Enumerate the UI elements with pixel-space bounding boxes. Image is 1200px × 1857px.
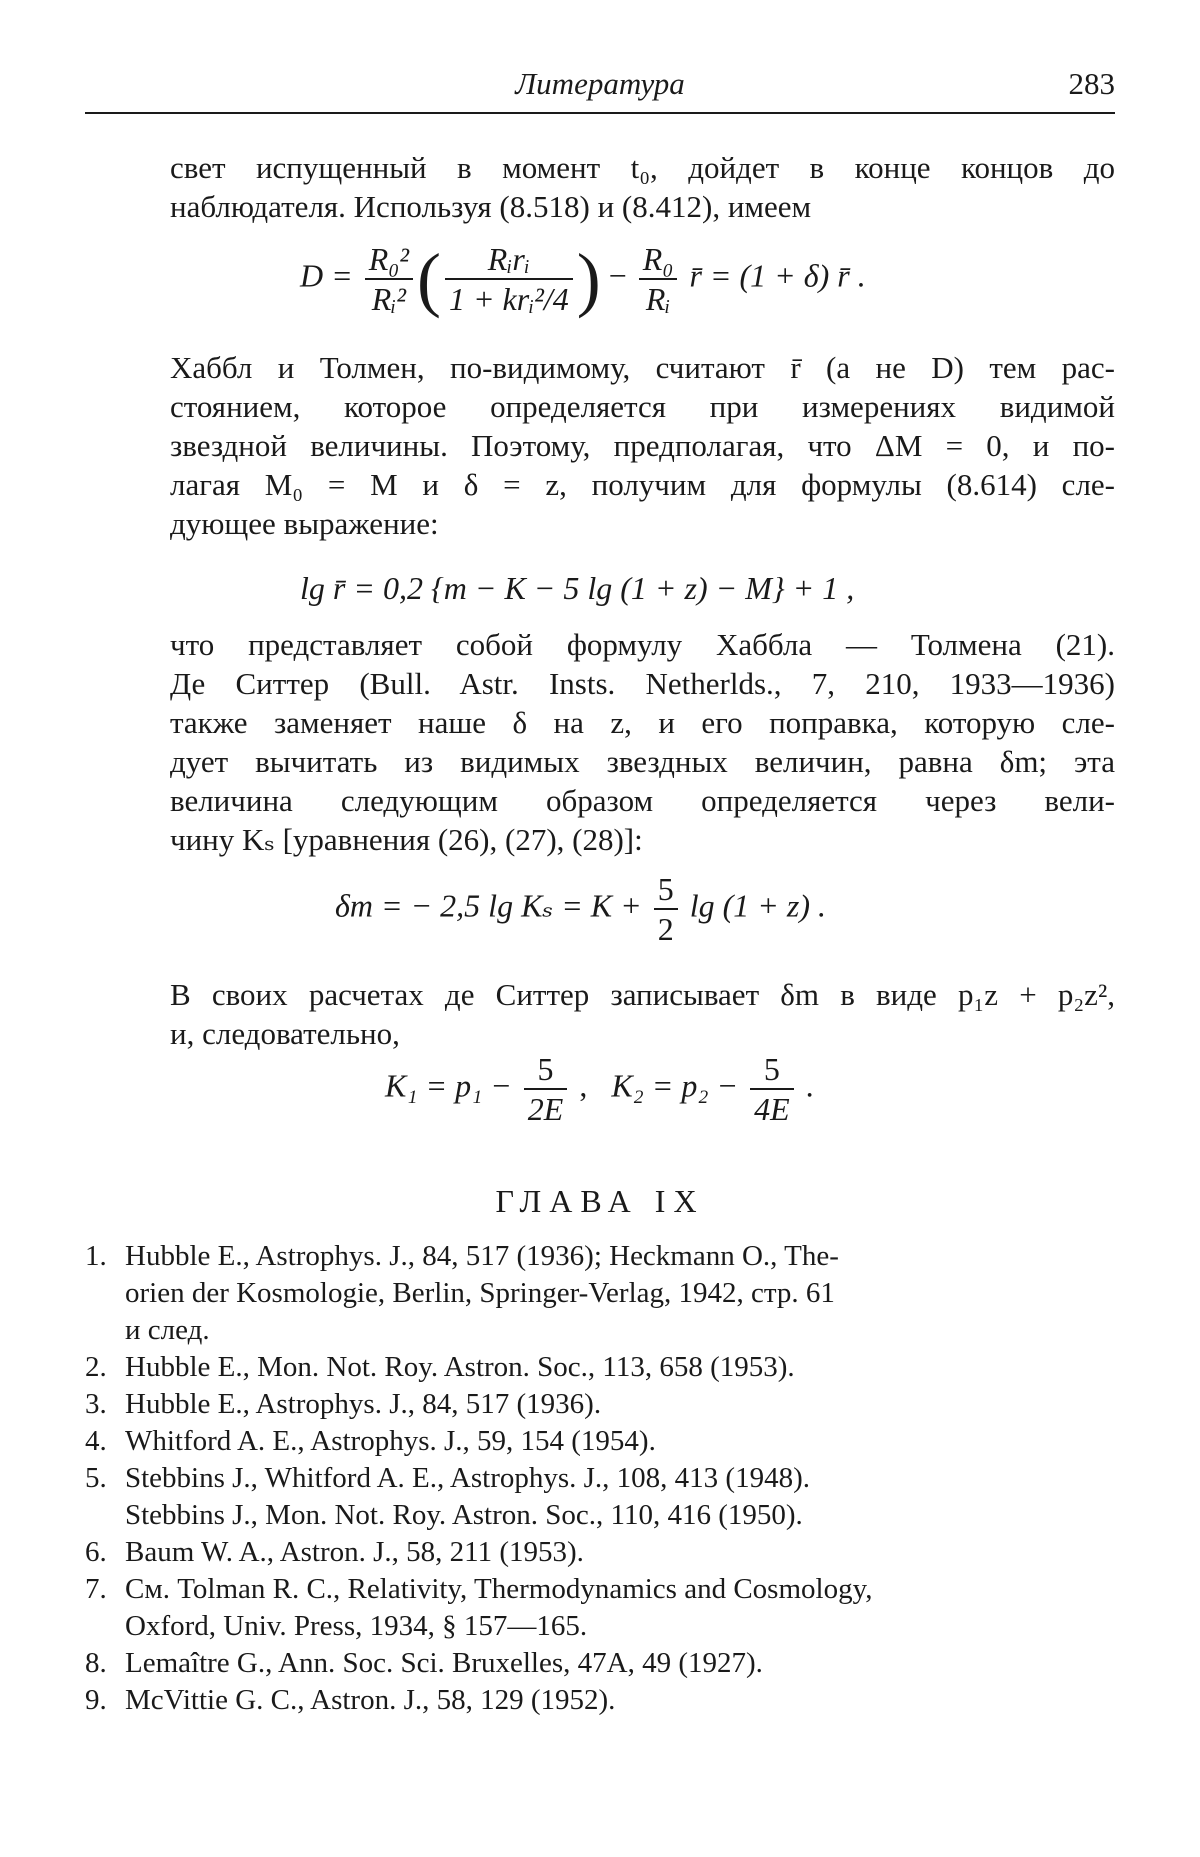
text-line: и, следовательно,	[170, 1016, 400, 1051]
text-line: лагая M₀ = M и δ = z, получим для формулы (8.614) сле-	[170, 467, 1115, 502]
text-line: В своих расчетах де Ситтер записывает δm в виде p₁z + p₂z²,	[170, 977, 1115, 1012]
equation-distance: D = $\frac{\text{R₀²}}{\text{Rᵢ²}}$ ( $\frac{\text{Rᵢrᵢ}}{\text{1 + krᵢ²/4}}$ ) − $\frac{\text{R₀}}{\text{Rᵢ}}$ r̄ = (1 + δ) r̄ .	[300, 239, 866, 319]
reference-number: 3.	[85, 1388, 107, 1420]
reference-number: 7.	[85, 1573, 107, 1605]
reference-text: Stebbins J., Mon. Not. Roy. Astron. Soc., 110, 416 (1950).	[125, 1499, 803, 1531]
reference-text: Lemaître G., Ann. Soc. Sci. Bruxelles, 47A, 49 (1927).	[125, 1647, 763, 1679]
text-line: стоянием, которое определяется при измерениях видимой	[170, 389, 1115, 424]
text-line: что представляет собой формулу Хаббла — Толмена (21).	[170, 627, 1115, 662]
reference-item	[85, 1423, 1115, 1460]
reference-text: Whitford A. E., Astrophys. J., 59, 154 (1954).	[125, 1425, 656, 1457]
running-title: Литература	[515, 66, 685, 101]
text-line: также заменяет наше δ на z, и его поправка, которую сле-	[170, 705, 1115, 740]
equation-k-coefficients: K₁ = p₁ − $\frac{5}{2E}$ , K₂ = p₂ − $\frac{5}{4E}$ .	[385, 1051, 814, 1127]
text-line: свет испущенный в момент t₀, дойдет в конце концов до	[170, 150, 1115, 185]
reference-item	[85, 1386, 1115, 1423]
text-line: дующее выражение:	[170, 506, 439, 541]
reference-number: 9.	[85, 1684, 107, 1716]
reference-number: 4.	[85, 1425, 107, 1457]
text-line: звездной величины. Поэтому, предполагая, что ΔM = 0, и по-	[170, 428, 1115, 463]
reference-number: 2.	[85, 1351, 107, 1383]
reference-list	[85, 1238, 1115, 1719]
text-line: Де Ситтер (Bull. Astr. Insts. Netherlds., 7, 210, 1933—1936)	[170, 666, 1115, 701]
running-header	[85, 62, 1115, 114]
reference-text: Oxford, Univ. Press, 1934, § 157—165.	[125, 1610, 588, 1642]
reference-text: Hubble E., Astrophys. J., 84, 517 (1936).	[125, 1388, 602, 1420]
text-line: Хаббл и Толмен, по-видимому, считают r̄ (а не D) тем рас-	[170, 350, 1115, 385]
paragraph-de-sitter	[170, 625, 1115, 859]
text-line: дует вычитать из видимых звездных величин, равна δm; эта	[170, 744, 1115, 779]
reference-text: McVittie G. C., Astron. J., 58, 129 (1952).	[125, 1684, 616, 1716]
reference-number: 5.	[85, 1462, 107, 1494]
reference-number: 1.	[85, 1240, 107, 1272]
reference-text: Hubble E., Astrophys. J., 84, 517 (1936); Heckmann O., The-	[125, 1240, 839, 1272]
eq-term: −	[608, 257, 627, 294]
paragraph-intro	[170, 148, 1115, 226]
equation-lg-r: lg r̄ = 0,2 {m − K − 5 lg (1 + z) − M} + 1 ,	[300, 570, 855, 606]
reference-number: 8.	[85, 1647, 107, 1679]
reference-number: 6.	[85, 1536, 107, 1568]
paragraph-hubble-tolman	[170, 348, 1115, 543]
paragraph-calculations	[170, 975, 1115, 1053]
reference-text: Stebbins J., Whitford A. E., Astrophys. J., 108, 413 (1948).	[125, 1462, 810, 1494]
fraction: $\frac{\text{Rᵢrᵢ}}{\text{1 + krᵢ²/4}}$	[445, 240, 573, 318]
eq-term: D =	[300, 257, 353, 294]
reference-item	[85, 1534, 1115, 1571]
text-line: наблюдателя. Используя (8.518) и (8.412), имеем	[170, 189, 812, 224]
reference-text: и след.	[125, 1314, 210, 1346]
fraction: $\frac{\text{R₀²}}{\text{Rᵢ²}}$	[365, 240, 413, 318]
text-line: чину Kₛ [уравнения (26), (27), (28)]:	[170, 822, 643, 857]
fraction: $\frac{\text{R₀}}{\text{Rᵢ}}$	[639, 240, 678, 318]
reference-text: orien der Kosmologie, Berlin, Springer-Verlag, 1942, стр. 61	[125, 1277, 835, 1309]
fraction: $\frac{5}{2}$	[654, 870, 678, 948]
text-line: величина следующим образом определяется через вели-	[170, 783, 1115, 818]
reference-item	[85, 1571, 1115, 1645]
page-number: 283	[1068, 66, 1115, 101]
chapter-heading: ГЛАВА IX	[495, 1183, 705, 1219]
reference-item	[85, 1682, 1115, 1719]
reference-item	[85, 1645, 1115, 1682]
equation-delta-m: δm = − 2,5 lg Kₛ = K + $\frac{5}{2}$ lg (1 + z) .	[335, 871, 826, 947]
eq-term: r̄ = (1 + δ) r̄ .	[689, 257, 866, 294]
reference-text: Hubble E., Mon. Not. Roy. Astron. Soc., 113, 658 (1953).	[125, 1351, 795, 1383]
fraction: $\frac{5}{2E}$	[524, 1050, 568, 1128]
reference-item	[85, 1349, 1115, 1386]
reference-text: См. Tolman R. C., Relativity, Thermodynamics and Cosmology,	[125, 1573, 873, 1605]
reference-item	[85, 1460, 1115, 1534]
reference-text: Baum W. A., Astron. J., 58, 211 (1953).	[125, 1536, 584, 1568]
reference-item	[85, 1238, 1115, 1349]
fraction: $\frac{5}{4E}$	[750, 1050, 794, 1128]
